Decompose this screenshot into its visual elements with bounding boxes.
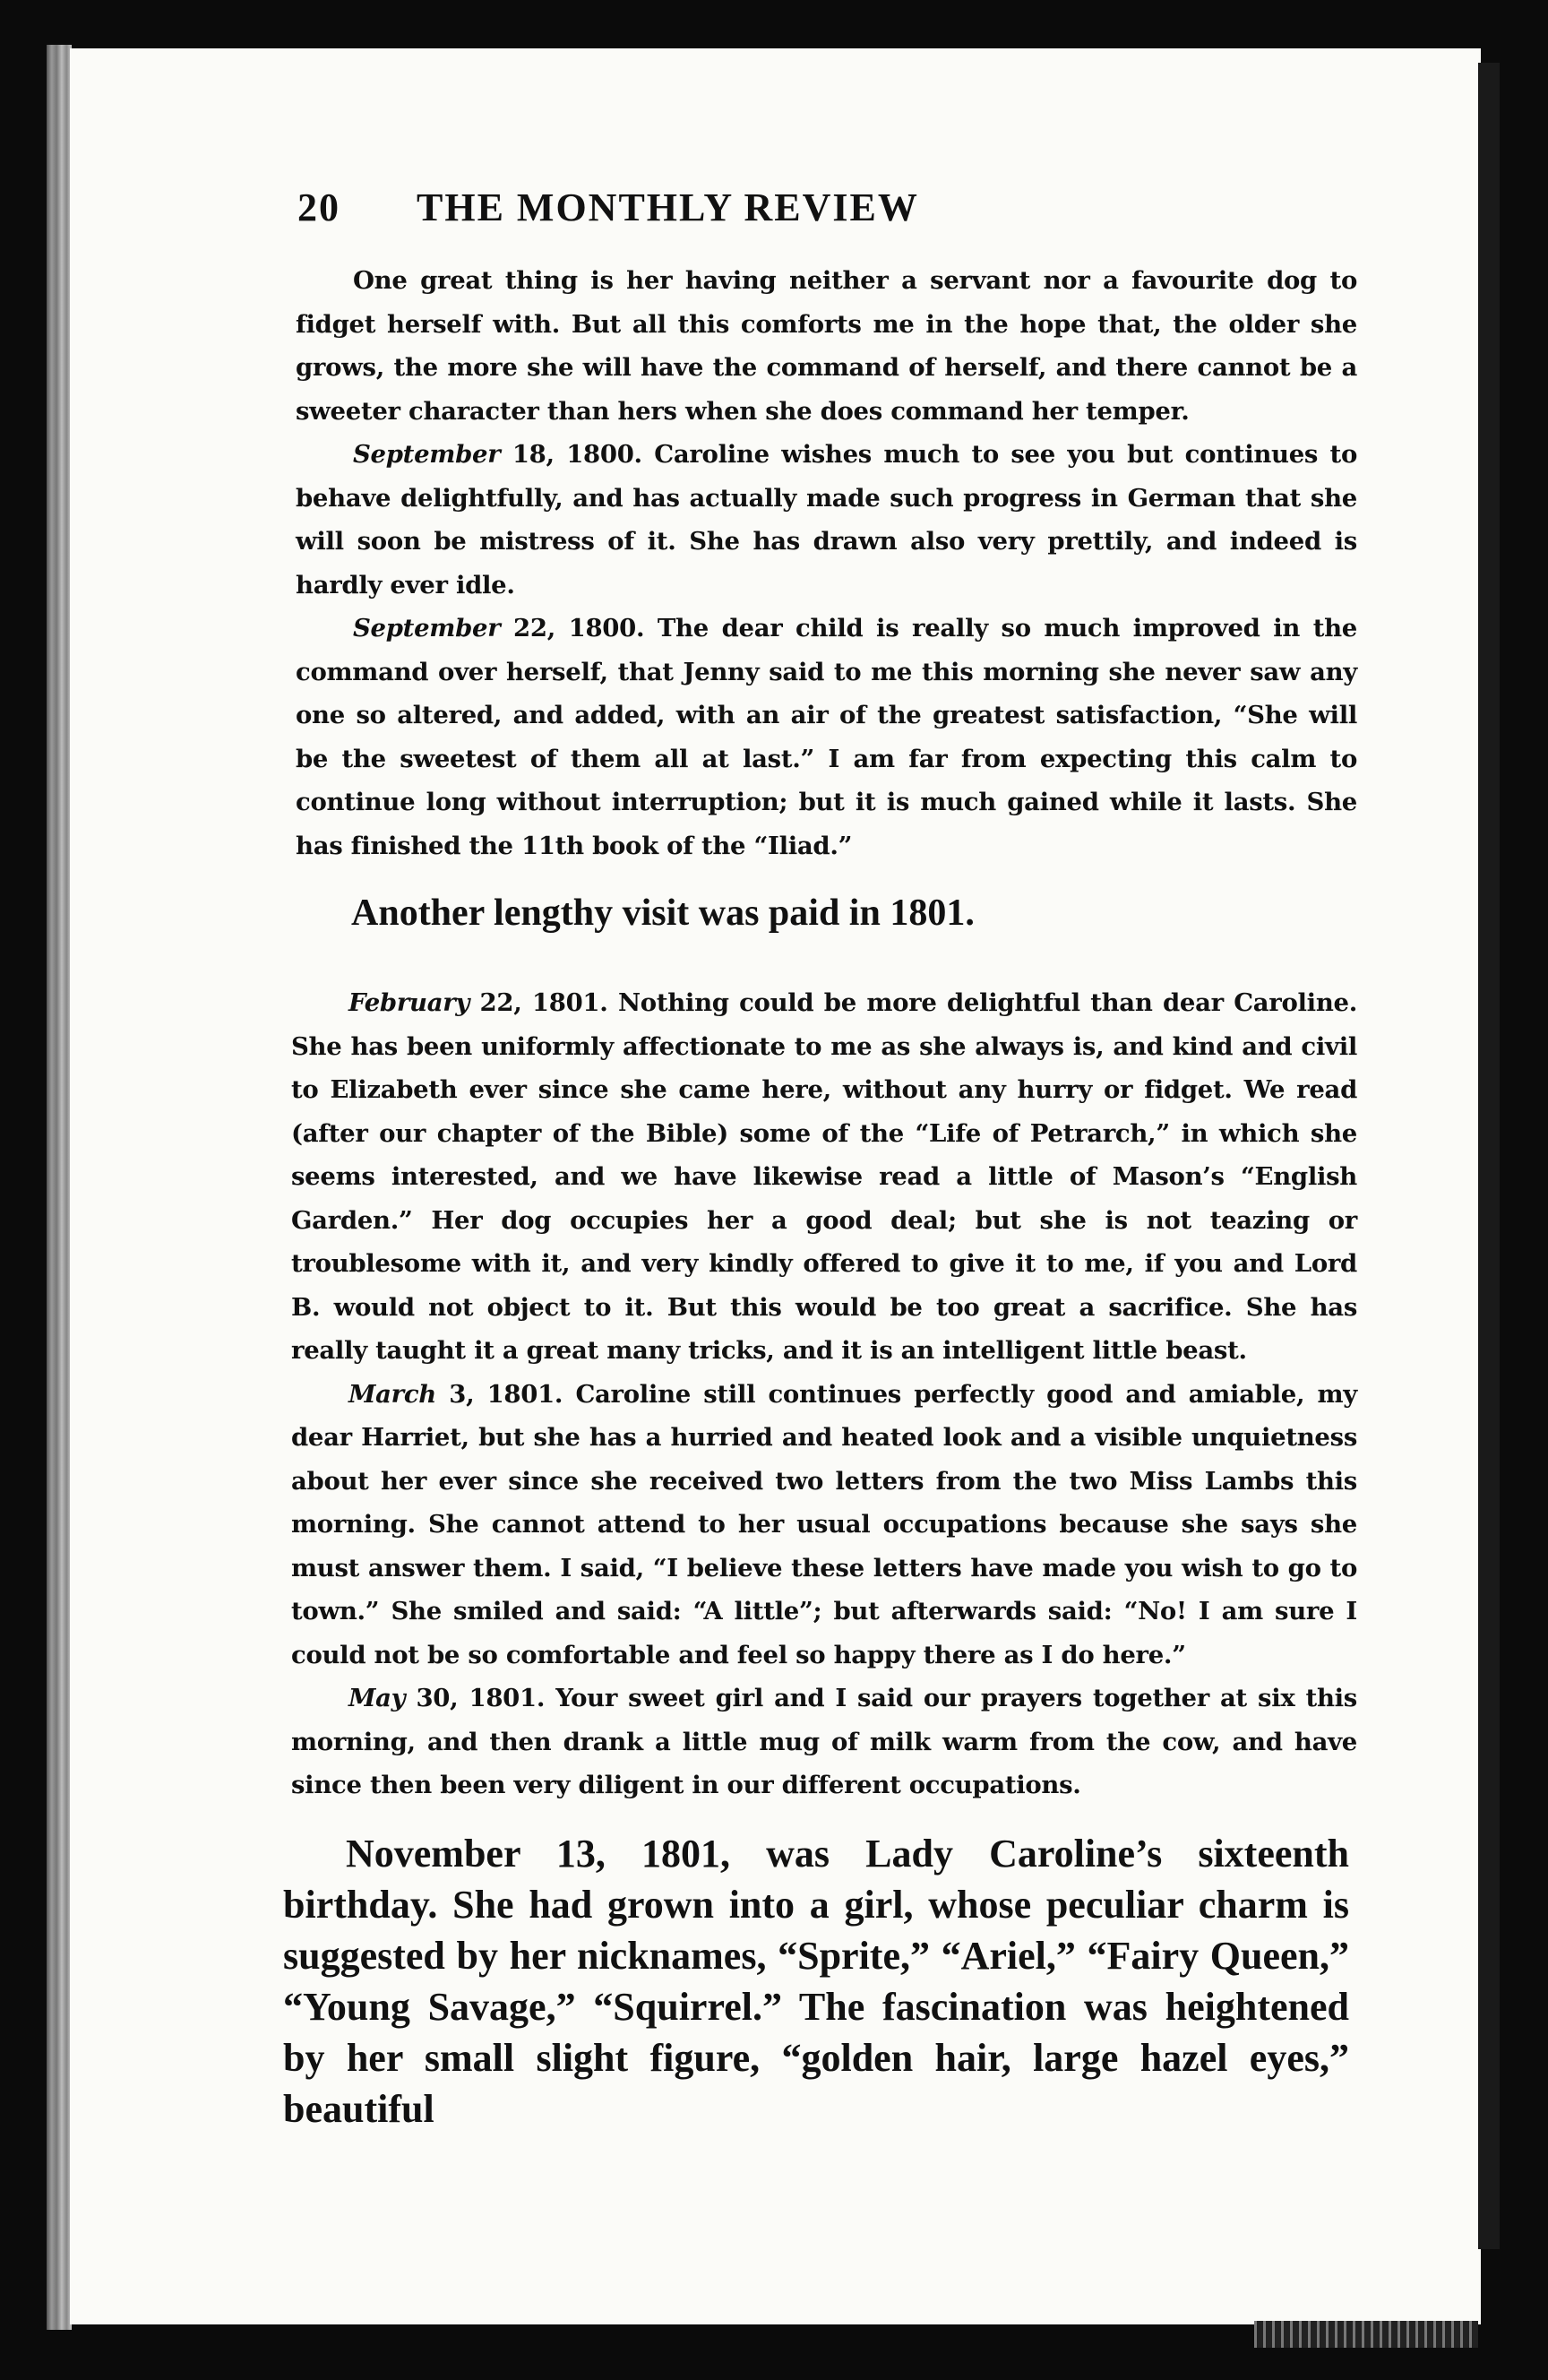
letter-paragraph (291, 981, 1357, 1373)
letter-text: 3, 1801. Caroline still continues perfectly good and amiable, my dear Harriet, but she has a hurried and heated look and a visible unquietness about her ever since she received two letters from the two Miss Lambs this morning. She cannot attend to her usual occupations because she says she must answer them. I said, “I believe these letters have made you wish to go to town.” She smiled and said: “A little”; but afterwards said: “No! I am sure I could not be so comfortable and feel so happy there as I do here.” (291, 1379, 1357, 1669)
page-edge-right (1478, 63, 1500, 2249)
letter-text: 22, 1800. The dear child is really so much improved in the command over herself, that Jenny said to me this morning she never saw any one so altered, and added, with an air of the greatest satisfaction, “She will be the sweetest of them all at last.” I am far from expecting this calm to continue long without interruption; but it is much gained while it lasts. She has finished the 11th book of the “Iliad.” (296, 614, 1357, 860)
page-number: 20 (297, 185, 340, 229)
narrative-paragraph (283, 1828, 1349, 2134)
page-header (297, 185, 1372, 238)
letter-paragraph (291, 1373, 1357, 1677)
scan-edge-strip (1254, 2321, 1478, 2348)
letter-paragraph (296, 259, 1357, 433)
letter-paragraph (296, 433, 1357, 607)
letter-paragraph (296, 607, 1357, 867)
letter-excerpts-1800 (296, 259, 1357, 867)
letter-excerpts-1801 (291, 981, 1357, 1807)
letter-text: 30, 1801. Your sweet girl and I said our prayers together at six this morning, and then drank a little mug of milk warm from the cow, and have since then been very diligent in our different occupations. (291, 1684, 1357, 1799)
letter-date-month: March (348, 1379, 436, 1409)
letter-text: One great thing is her having neither a servant nor a favourite dog to fidget herself with. But all this comforts me in the hope that, the older she grows, the more she will have the command of herself, and there cannot be a sweeter character than hers when she does command her temper. (296, 266, 1357, 426)
letter-text: 18, 1800. Caroline wishes much to see you but continues to behave delightfully, and has actually made such progress in German that she will soon be mistress of it. She has drawn also very prettily, and indeed is hardly ever idle. (296, 440, 1357, 599)
letter-date-month: May (348, 1684, 406, 1712)
letter-date-month: September (353, 614, 501, 642)
letter-date-month: February (348, 988, 470, 1017)
letter-text: 22, 1801. Nothing could be more delightful than dear Caroline. She has been uniformly affectionate to me as she always is, and kind and civil to Elizabeth ever since she came here, without any hurry or fidget. We read (after our chapter of the Bible) some of the “Life of Petrarch,” in which she seems interested, and we have likewise read a little of Mason’s “English Garden.” Her dog occupies her a good deal; but she is not teazing or troublesome with it, and very kindly offered to give it to me, if you and Lord B. would not object to it. But this would be too great a sacrifice. She has really taught it a great many tricks, and it is an intelligent little beast. (291, 988, 1357, 1365)
running-title: THE MONTHLY REVIEW (417, 185, 919, 229)
page-edge-left (47, 45, 72, 2330)
letter-paragraph (291, 1677, 1357, 1807)
letter-date-month: September (353, 440, 501, 469)
interlude-line: Another lengthy visit was paid in 1801. (351, 892, 975, 934)
narrative-text: November 13, 1801, was Lady Caroline’s sixteenth birthday. She had grown into a girl, whose peculiar charm is suggested by her nicknames, “Sprite,” “Ariel,” “Fairy Queen,” “Young Savage,” “Squirrel.” The fascination was heightened by her small slight figure, “golden hair, large hazel eyes,” beautiful (283, 1832, 1349, 2131)
